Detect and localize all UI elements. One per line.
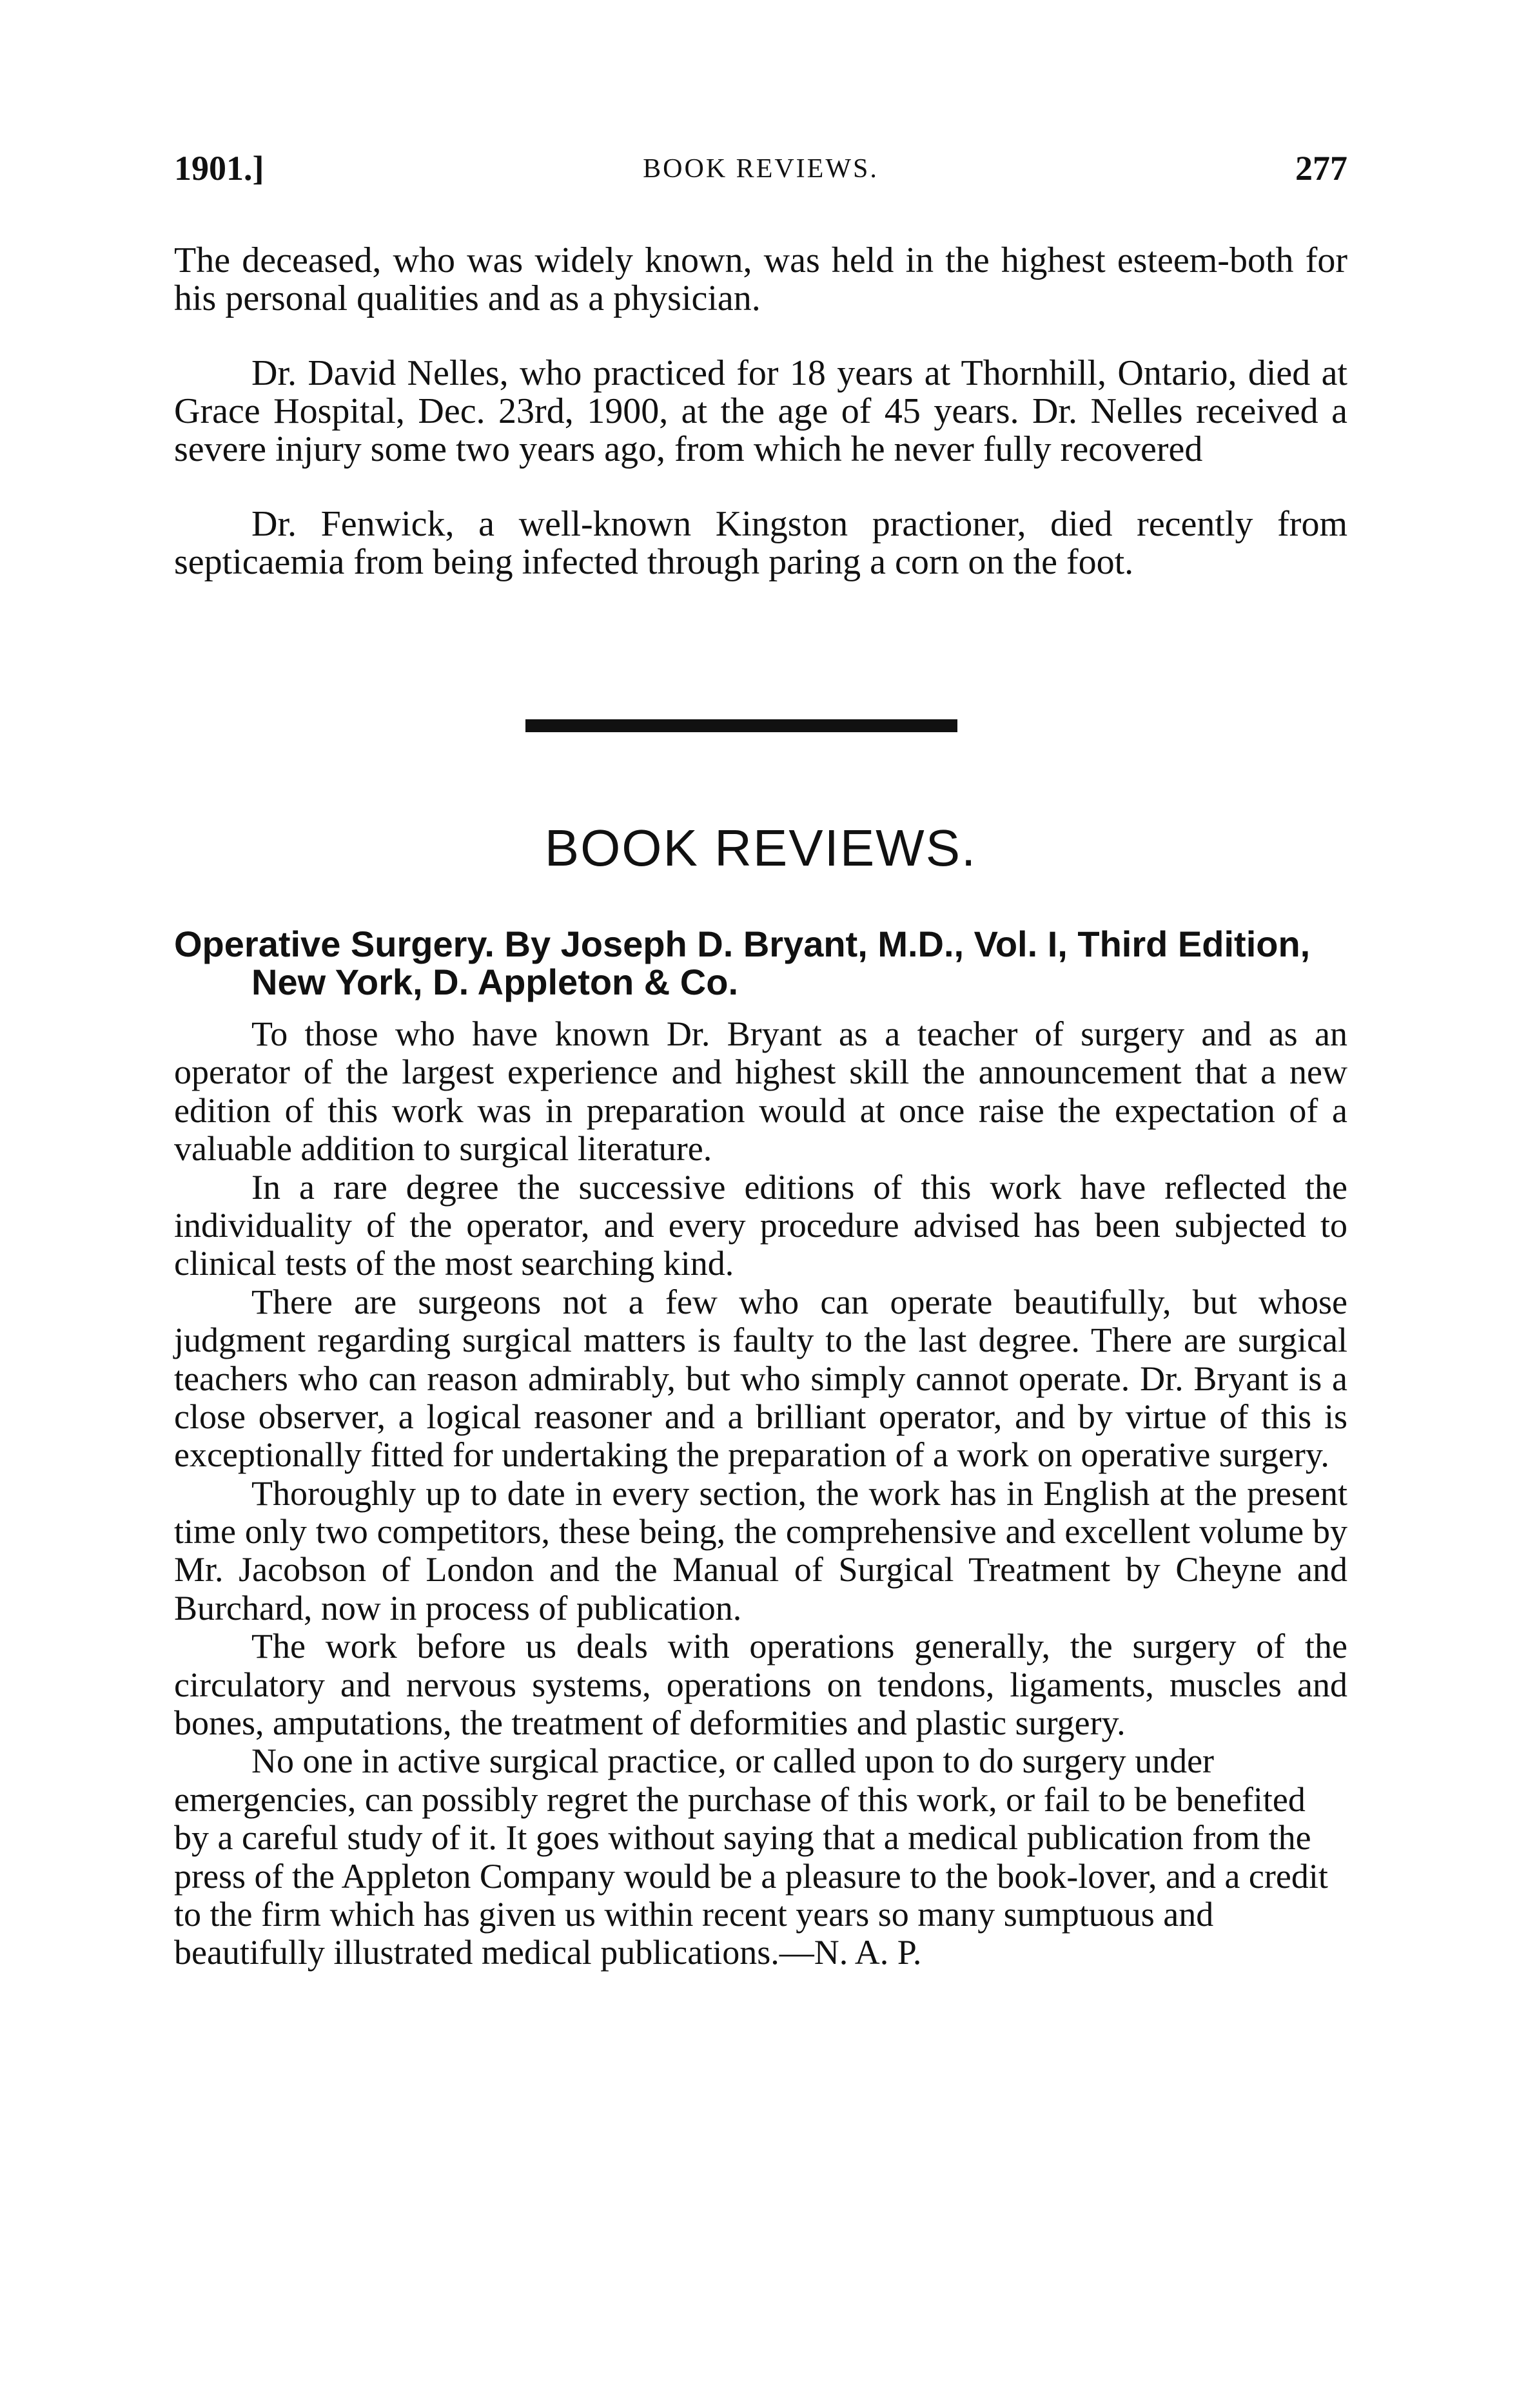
review-paragraph: To those who have known Dr. Bryant as a teacher of surgery and as an operator of the largest experience and highest skill the announcement that a new edition of this work was in preparation would at once raise the expectation of a valuable addition to surgical literature. [174,1015,1347,1169]
header-year: 1901.] [174,149,264,188]
review-body [174,1015,1347,1972]
running-header [174,148,1347,200]
review-paragraph: In a rare degree the successive editions of this work have reflected the individuality of the operator, and every procedure advised has been subjected to clinical tests of the most searching kind. [174,1167,1347,1283]
obituary-paragraph-fenwick: Dr. Fenwick, a well-known Kingston practioner, died recently from septicaemia from being infected through paring a corn on the foot. [174,503,1347,583]
review-paragraph-signed: No one in active surgical practice, or called upon to do surgery under emergencies, can possibly regret the purchase of this work, or fail to be benefited by a careful study of it. It goes without saying that a medical publication from the press of the Appleton Company would be a pleasure to the book-lover, and a credit to the firm which has given us within recent years so many sumptuous and beautifully illustrated medical publications.—N. A. P. [174,1742,1328,1972]
review-paragraph: There are surgeons not a few who can operate beautifully, but whose judgment regarding surgical matters is faulty to the last degree. There are surgical teachers who can reason admirably, but who simply cannot operate. Dr. Bryant is a close observer, a logical reasoner and a brilliant operator, and by virtue of this is exceptionally fitted for undertaking the preparation of a work on operative surgery. [174,1282,1347,1475]
section-heading: BOOK REVIEWS. [544,819,977,877]
obituary-notes [174,242,1347,582]
obituary-paragraph-nelles: Dr. David Nelles, who practiced for 18 years at Thornhill, Ontario, died at Grace Hospital, Dec. 23rd, 1900, at the age of 45 years. Dr. Nelles received a severe injury some two years ago, from which he never fully recovered [174,353,1347,470]
section-divider-rule [525,719,957,732]
review-paragraph: Thoroughly up to date in every section, the work has in English at the present time only two competitors, these being, the comprehensive and excellent volume by Mr. Jacobson of London and the Manual of Surgical Treatment by Cheyne and Burchard, now in process of publication. [174,1473,1347,1627]
page-number: 277 [1295,149,1347,188]
review-paragraph: The work before us deals with operations generally, the surgery of the circulatory and nervous systems, operations on tendons, ligaments, muscles and bones, amputations, the treatment of deformities and plastic surgery. [174,1627,1347,1743]
book-citation: Operative Surgery. By Joseph D. Bryant, M.D., Vol. I, Third Edition, New York, D. Appleton & Co. [174,924,1311,1003]
header-section-title: BOOK REVIEWS. [643,154,879,184]
obituary-paragraph-deceased: The deceased, who was widely known, was held in the highest esteem-both for his personal qualities and as a physician. [174,240,1347,319]
